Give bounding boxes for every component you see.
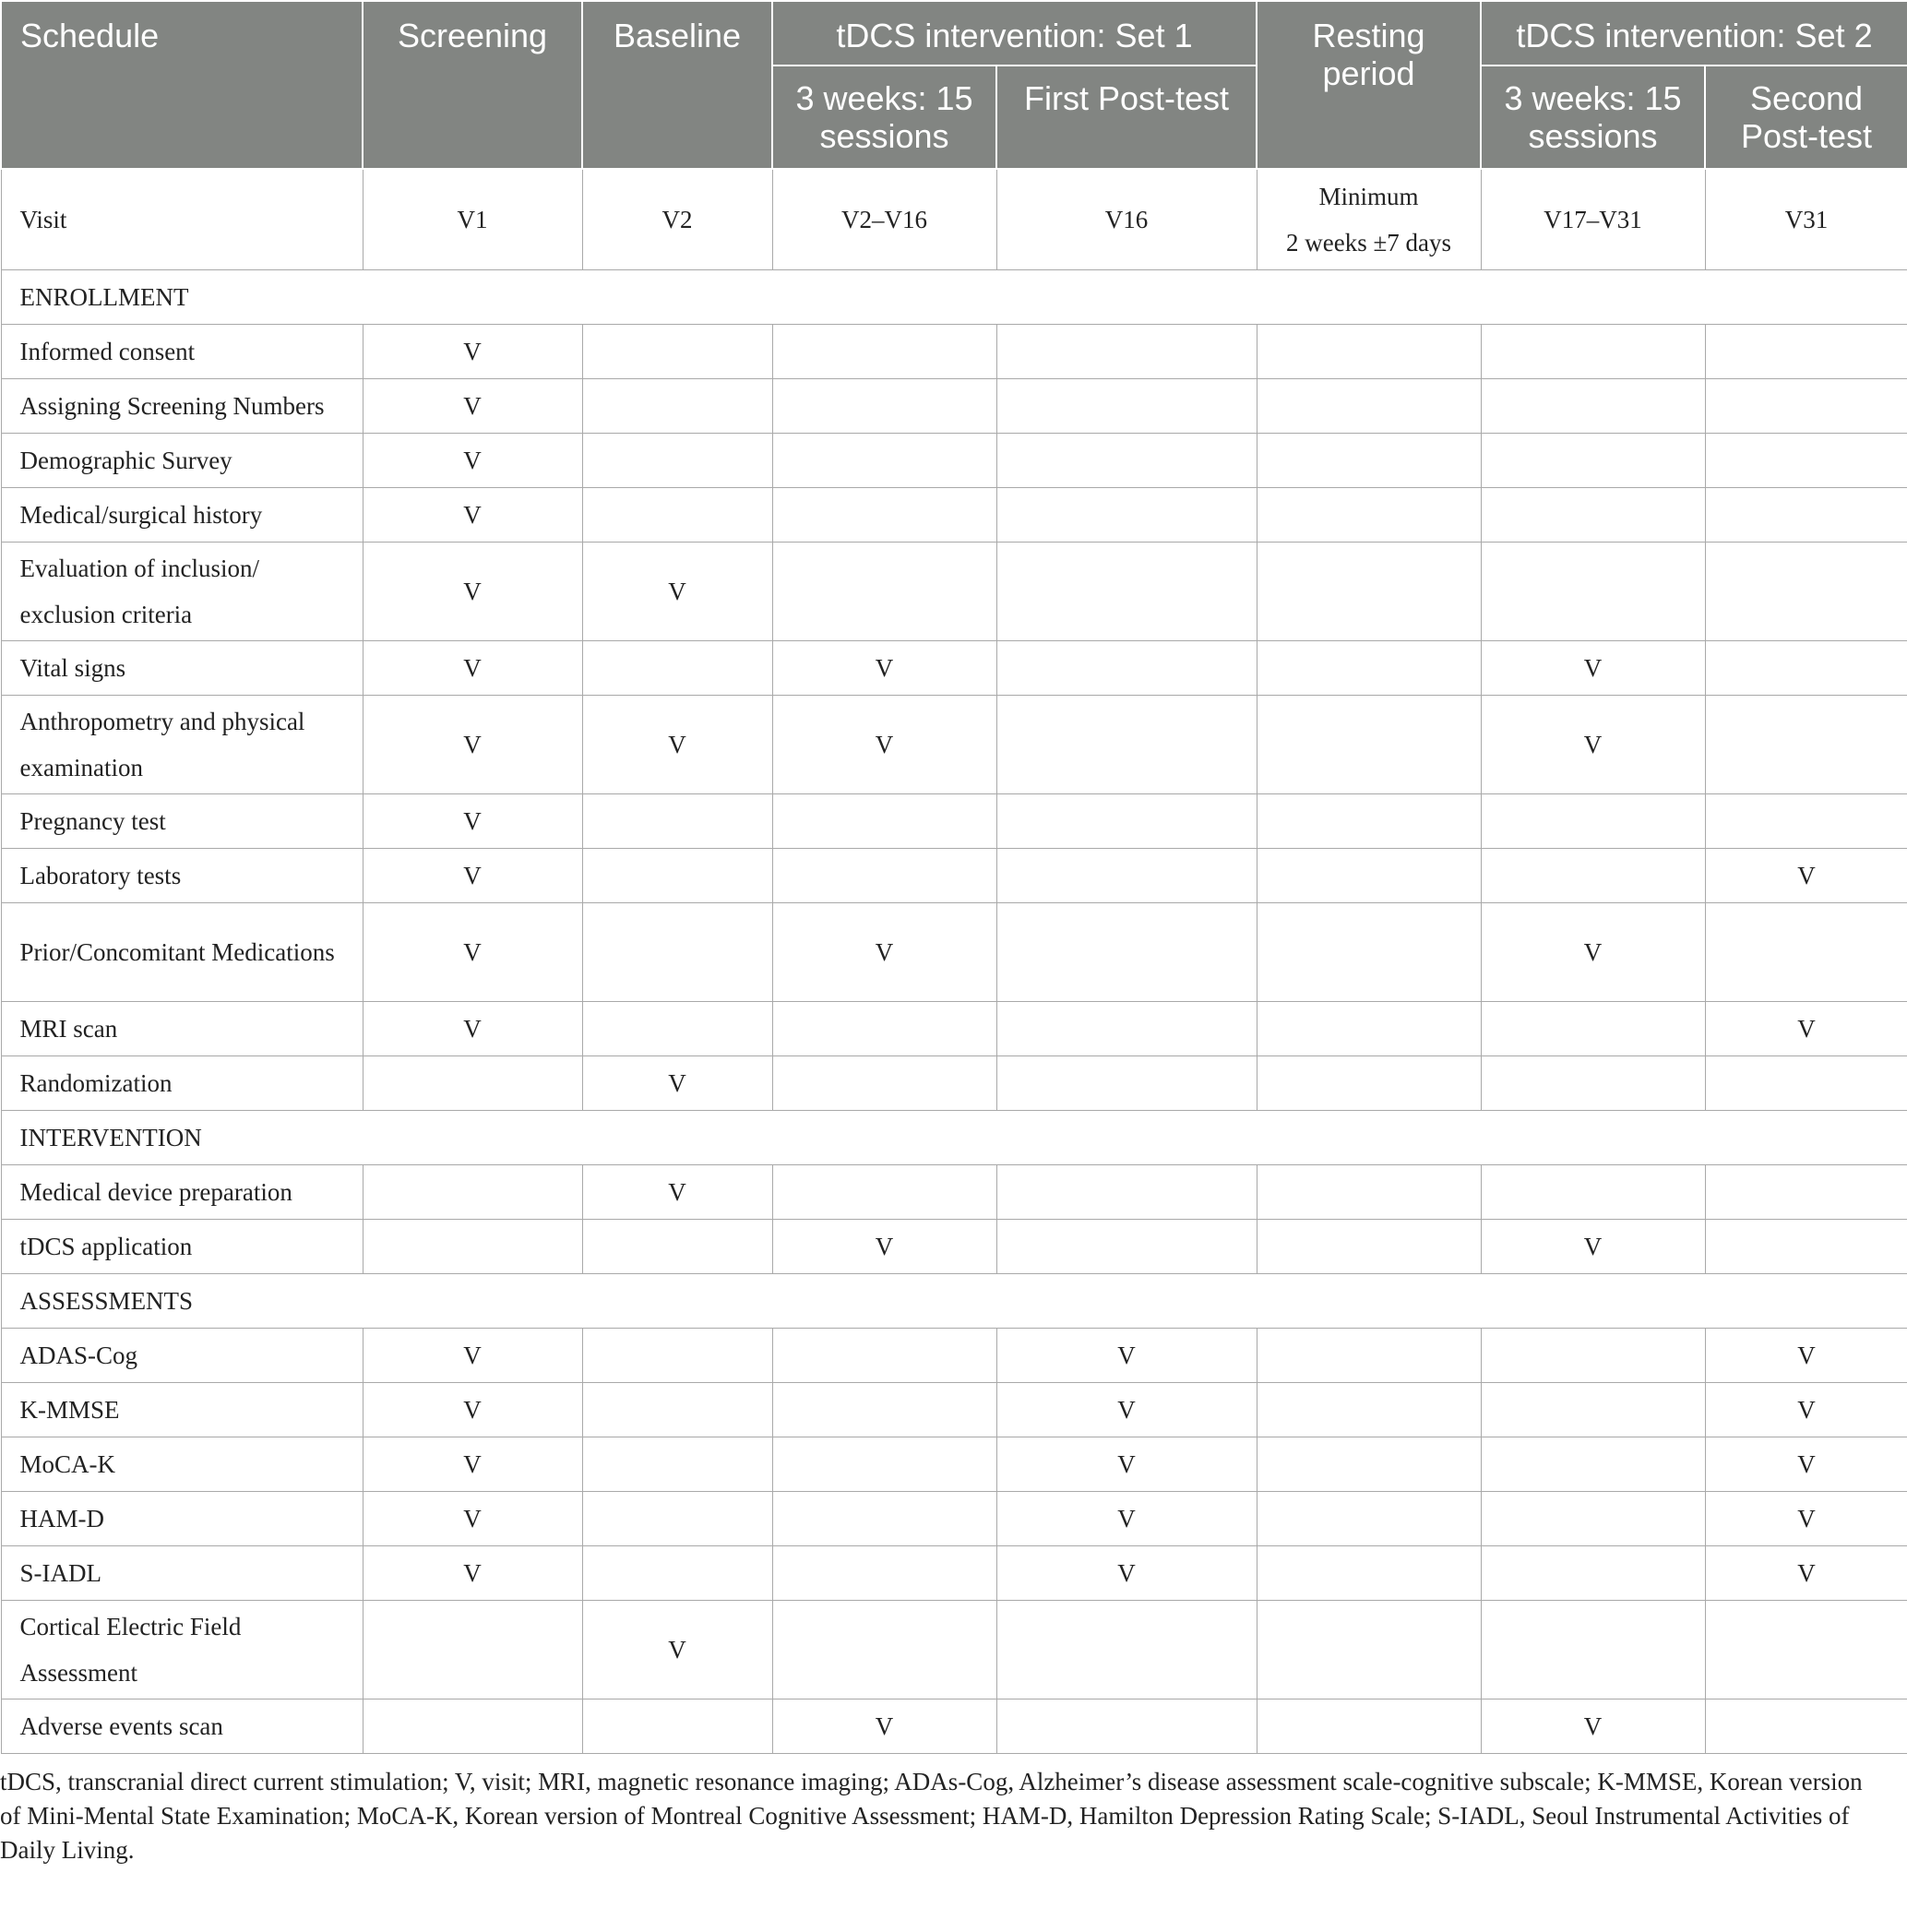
table-row	[1, 794, 1907, 849]
header-set1-sessions: 3 weeks: 15 sessions	[772, 66, 996, 169]
visit-mark-cell: V	[363, 849, 582, 903]
visit-label: Visit	[1, 169, 363, 270]
visit-mark-cell	[1257, 1601, 1481, 1699]
visit-mark-cell: V	[582, 696, 772, 794]
visit-mark-cell	[582, 1546, 772, 1601]
table-row	[1, 1546, 1907, 1601]
visit-mark-cell	[582, 1329, 772, 1383]
header-second-post-test: Second Post-test	[1705, 66, 1907, 169]
visit-mark-cell	[1257, 1002, 1481, 1056]
header-resting-period: Resting period	[1257, 1, 1481, 169]
visit-mark-cell	[772, 1601, 996, 1699]
table-row	[1, 379, 1907, 434]
visit-mark-cell: V	[1705, 1437, 1907, 1492]
row-label: Laboratory tests	[1, 849, 363, 903]
visit-mark-cell	[996, 641, 1257, 696]
visit-v17-v31: V17–V31	[1481, 169, 1705, 270]
visit-mark-cell	[1481, 379, 1705, 434]
visit-mark-cell	[1705, 325, 1907, 379]
visit-mark-cell	[996, 434, 1257, 488]
visit-v16: V16	[996, 169, 1257, 270]
visit-mark-cell: V	[1705, 1383, 1907, 1437]
visit-mark-cell: V	[1705, 1492, 1907, 1546]
visit-mark-cell	[772, 488, 996, 543]
row-label: MRI scan	[1, 1002, 363, 1056]
visit-mark-cell: V	[1705, 1329, 1907, 1383]
visit-mark-cell	[1481, 543, 1705, 641]
visit-mark-cell	[772, 1492, 996, 1546]
visit-mark-cell	[363, 1220, 582, 1274]
visit-mark-cell	[1257, 696, 1481, 794]
visit-mark-cell	[1705, 1056, 1907, 1111]
visit-mark-cell: V	[996, 1383, 1257, 1437]
table-footnote: tDCS, transcranial direct current stimulation; V, visit; MRI, magnetic resonance imaging; ADAs-Cog, Alzheimer’s disease assessment scale-cognitive subscale; K-MMSE, Korean version of Mini-Mental State Examination; MoCA-K, Korean version of Montreal Cognitive Assessment; HAM-D, Hamilton Depression Rating Scale; S-IADL, Seoul Instrumental Activities of Daily Living.	[0, 1768, 1863, 1864]
visit-mark-cell: V	[996, 1492, 1257, 1546]
visit-mark-cell	[772, 1383, 996, 1437]
row-label: K-MMSE	[1, 1383, 363, 1437]
visit-mark-cell	[996, 325, 1257, 379]
visit-mark-cell: V	[582, 543, 772, 641]
table-row	[1, 1492, 1907, 1546]
visit-mark-cell	[996, 488, 1257, 543]
visit-mark-cell	[582, 1002, 772, 1056]
table-row	[1, 325, 1907, 379]
visit-mark-cell	[1705, 794, 1907, 849]
visit-mark-cell	[1705, 641, 1907, 696]
visit-mark-cell	[996, 903, 1257, 1002]
visit-mark-cell: V	[772, 903, 996, 1002]
visit-mark-cell	[582, 488, 772, 543]
visit-mark-cell	[1257, 1492, 1481, 1546]
visit-mark-cell: V	[582, 1056, 772, 1111]
visit-mark-cell	[1481, 1601, 1705, 1699]
visit-mark-cell	[363, 1699, 582, 1754]
section-label: INTERVENTION	[1, 1111, 1907, 1165]
visit-resting-line2: 2 weeks ±7 days	[1285, 229, 1452, 256]
visit-mark-cell: V	[363, 1383, 582, 1437]
visit-mark-cell	[1705, 543, 1907, 641]
visit-mark-cell	[1257, 325, 1481, 379]
visit-mark-cell	[363, 1056, 582, 1111]
visit-resting	[1257, 169, 1481, 270]
visit-resting-line1: Minimum	[1318, 183, 1419, 210]
row-label: tDCS application	[1, 1220, 363, 1274]
table-row	[1, 1329, 1907, 1383]
row-label: Anthropometry and physical examination	[1, 696, 363, 794]
visit-mark-cell: V	[363, 434, 582, 488]
visit-mark-cell	[582, 1699, 772, 1754]
visit-mark-cell	[1481, 488, 1705, 543]
visit-v1: V1	[363, 169, 582, 270]
visit-mark-cell: V	[1481, 696, 1705, 794]
row-label: S-IADL	[1, 1546, 363, 1601]
visit-mark-cell: V	[363, 641, 582, 696]
visit-mark-cell	[582, 325, 772, 379]
table-row	[1, 1002, 1907, 1056]
visit-mark-cell: V	[996, 1546, 1257, 1601]
table-row	[1, 1383, 1907, 1437]
visit-mark-cell	[1257, 434, 1481, 488]
visit-mark-cell: V	[582, 1601, 772, 1699]
visit-mark-cell: V	[996, 1329, 1257, 1383]
visit-mark-cell: V	[363, 543, 582, 641]
visit-mark-cell	[1257, 1699, 1481, 1754]
visit-mark-cell	[1481, 434, 1705, 488]
table-body	[1, 169, 1907, 1754]
visit-mark-cell	[582, 434, 772, 488]
table-header	[1, 1, 1907, 169]
visit-mark-cell	[996, 849, 1257, 903]
visit-mark-cell	[772, 1056, 996, 1111]
header-set2: tDCS intervention: Set 2	[1481, 1, 1907, 66]
visit-mark-cell	[582, 794, 772, 849]
visit-mark-cell	[772, 1437, 996, 1492]
table-row	[1, 849, 1907, 903]
visit-mark-cell: V	[1481, 903, 1705, 1002]
visit-mark-cell	[582, 849, 772, 903]
table-row	[1, 696, 1907, 794]
visit-mark-cell	[582, 1437, 772, 1492]
visit-mark-cell	[996, 1601, 1257, 1699]
visit-mark-cell: V	[363, 1329, 582, 1383]
section-label: ENROLLMENT	[1, 270, 1907, 325]
row-label: Prior/Concomitant Medications	[1, 903, 363, 1002]
table-row	[1, 488, 1907, 543]
visit-mark-cell	[996, 1056, 1257, 1111]
visit-mark-cell: V	[1481, 641, 1705, 696]
visit-mark-cell	[1705, 434, 1907, 488]
row-label: Assigning Screening Numbers	[1, 379, 363, 434]
visit-v31: V31	[1705, 169, 1907, 270]
row-label: MoCA-K	[1, 1437, 363, 1492]
visit-mark-cell	[1481, 1437, 1705, 1492]
row-label: Medical/surgical history	[1, 488, 363, 543]
visit-mark-cell: V	[1481, 1220, 1705, 1274]
visit-mark-cell	[582, 1383, 772, 1437]
visit-mark-cell	[772, 1329, 996, 1383]
visit-mark-cell	[996, 1165, 1257, 1220]
visit-mark-cell	[1705, 1601, 1907, 1699]
visit-mark-cell	[996, 379, 1257, 434]
visit-mark-cell: V	[582, 1165, 772, 1220]
visit-mark-cell	[1481, 1329, 1705, 1383]
table-row	[1, 1220, 1907, 1274]
row-label: Medical device preparation	[1, 1165, 363, 1220]
visit-mark-cell: V	[996, 1437, 1257, 1492]
visit-mark-cell	[996, 1220, 1257, 1274]
visit-mark-cell	[996, 1699, 1257, 1754]
visit-mark-cell	[772, 325, 996, 379]
visit-mark-cell: V	[363, 1546, 582, 1601]
visit-mark-cell	[1257, 1437, 1481, 1492]
visit-mark-cell	[1705, 696, 1907, 794]
visit-mark-cell	[772, 849, 996, 903]
visit-mark-cell	[1257, 379, 1481, 434]
visit-mark-cell	[1705, 1699, 1907, 1754]
visit-mark-cell	[996, 794, 1257, 849]
row-label: Randomization	[1, 1056, 363, 1111]
visit-mark-cell	[1257, 1056, 1481, 1111]
row-label: Cortical Electric Field Assessment	[1, 1601, 363, 1699]
visit-mark-cell: V	[363, 1437, 582, 1492]
visit-mark-cell	[772, 1002, 996, 1056]
row-label: Informed consent	[1, 325, 363, 379]
visit-mark-cell	[1257, 903, 1481, 1002]
visit-mark-cell	[1705, 379, 1907, 434]
visit-mark-cell: V	[1705, 849, 1907, 903]
visit-mark-cell	[1481, 1546, 1705, 1601]
header-set1: tDCS intervention: Set 1	[772, 1, 1257, 66]
header-first-post-test: First Post-test	[996, 66, 1257, 169]
table-row	[1, 1437, 1907, 1492]
table-row	[1, 543, 1907, 641]
visit-mark-cell	[1481, 1002, 1705, 1056]
section-label: ASSESSMENTS	[1, 1274, 1907, 1329]
row-label: HAM-D	[1, 1492, 363, 1546]
visit-mark-cell	[1705, 903, 1907, 1002]
table-row	[1, 903, 1907, 1002]
visit-mark-cell	[1257, 1329, 1481, 1383]
visit-mark-cell	[1481, 1492, 1705, 1546]
visit-v2: V2	[582, 169, 772, 270]
header-schedule: Schedule	[1, 1, 363, 169]
row-label: Adverse events scan	[1, 1699, 363, 1754]
visit-mark-cell	[1481, 325, 1705, 379]
visit-mark-cell: V	[363, 488, 582, 543]
visit-mark-cell	[772, 794, 996, 849]
section-row	[1, 270, 1907, 325]
visit-mark-cell	[582, 1492, 772, 1546]
visit-mark-cell	[1257, 849, 1481, 903]
table-row	[1, 1056, 1907, 1111]
visit-mark-cell	[772, 434, 996, 488]
visit-mark-cell	[1257, 1220, 1481, 1274]
table-row	[1, 1601, 1907, 1699]
visit-mark-cell: V	[363, 379, 582, 434]
visit-mark-cell	[582, 379, 772, 434]
visit-mark-cell	[363, 1165, 582, 1220]
visit-mark-cell	[1481, 849, 1705, 903]
table-row	[1, 1699, 1907, 1754]
visit-mark-cell	[996, 696, 1257, 794]
visit-mark-cell	[1257, 794, 1481, 849]
row-label: Demographic Survey	[1, 434, 363, 488]
visit-mark-cell	[1257, 1165, 1481, 1220]
visit-mark-cell	[1481, 1056, 1705, 1111]
visit-mark-cell	[1481, 1383, 1705, 1437]
visit-mark-cell: V	[363, 696, 582, 794]
header-set2-sessions: 3 weeks: 15 sessions	[1481, 66, 1705, 169]
header-baseline: Baseline	[582, 1, 772, 169]
visit-mark-cell	[363, 1601, 582, 1699]
visit-mark-cell: V	[1481, 1699, 1705, 1754]
visit-v2-v16: V2–V16	[772, 169, 996, 270]
visit-mark-cell	[1257, 641, 1481, 696]
visit-mark-cell	[1257, 488, 1481, 543]
visit-mark-cell: V	[772, 696, 996, 794]
visit-mark-cell: V	[1705, 1002, 1907, 1056]
visit-mark-cell	[1705, 1165, 1907, 1220]
visit-mark-cell: V	[772, 641, 996, 696]
visit-row	[1, 169, 1907, 270]
table-row	[1, 1165, 1907, 1220]
row-label: Vital signs	[1, 641, 363, 696]
visit-mark-cell	[1481, 1165, 1705, 1220]
section-row	[1, 1111, 1907, 1165]
section-row	[1, 1274, 1907, 1329]
visit-mark-cell	[996, 1002, 1257, 1056]
visit-mark-cell: V	[363, 1492, 582, 1546]
visit-mark-cell: V	[363, 794, 582, 849]
visit-mark-cell: V	[1705, 1546, 1907, 1601]
visit-mark-cell	[1705, 488, 1907, 543]
visit-mark-cell	[996, 543, 1257, 641]
visit-mark-cell: V	[772, 1699, 996, 1754]
visit-mark-cell: V	[363, 325, 582, 379]
visit-mark-cell	[772, 1165, 996, 1220]
visit-mark-cell	[1257, 1546, 1481, 1601]
row-label: Evaluation of inclusion/ exclusion criteria	[1, 543, 363, 641]
visit-mark-cell	[772, 543, 996, 641]
visit-mark-cell: V	[363, 1002, 582, 1056]
visit-mark-cell	[1705, 1220, 1907, 1274]
row-label: Pregnancy test	[1, 794, 363, 849]
visit-mark-cell: V	[363, 903, 582, 1002]
visit-mark-cell	[582, 641, 772, 696]
visit-mark-cell	[1257, 1383, 1481, 1437]
visit-mark-cell	[772, 379, 996, 434]
visit-mark-cell: V	[772, 1220, 996, 1274]
visit-mark-cell	[1481, 794, 1705, 849]
table-row	[1, 434, 1907, 488]
visit-mark-cell	[582, 903, 772, 1002]
visit-mark-cell	[582, 1220, 772, 1274]
visit-mark-cell	[1257, 543, 1481, 641]
header-screening: Screening	[363, 1, 582, 169]
row-label: ADAS-Cog	[1, 1329, 363, 1383]
table-row	[1, 641, 1907, 696]
visit-mark-cell	[772, 1546, 996, 1601]
